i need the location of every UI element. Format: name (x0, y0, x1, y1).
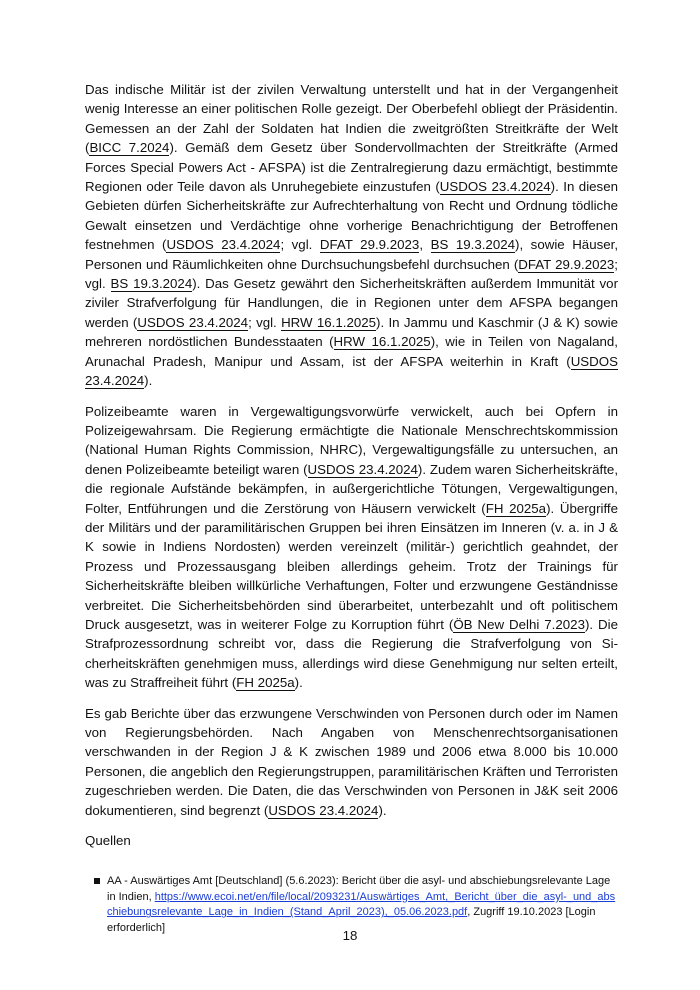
paragraph-text: Es gab Berichte über das erzwungene Verschwinden von Personen durch oder im Namen von Regierungsbehörden. Nach Angaben von Menschenrechtsorganisationen verschwanden in der Region J & K zwischen 1989 und 2006 etwa 8.000 bis 10.000 Personen, die angeblich den Regierungstruppen, paramilitärischen Kräften und Terroristen zugeschrieben werden. Die Daten, die das Verschwinden von Personen in J&K seit 2006 dokumentieren, sind begrenzt ( (85, 705, 618, 818)
citation-link[interactable]: FH 2025a (236, 675, 295, 691)
paragraph-disappearances (85, 704, 618, 820)
paragraph-text: ; vgl. (248, 314, 282, 330)
paragraph-text: ; vgl. (280, 237, 320, 253)
paragraph-text: ; vgl. (85, 256, 618, 292)
paragraph-text: , (419, 237, 431, 253)
citation-link[interactable]: HRW 16.1.2025 (281, 314, 377, 330)
paragraph-text: Das indische Militär ist der zivilen Verwaltung unterstellt und hat in der Vergangenheit wenig Interesse an einer politischen Rolle gezeigt. Der Oberbefehl obliegt der Präsidentin. Gemessen an der Zahl der Soldaten hat Indien die zweitgrößten Streitkräfte der Welt ( (85, 82, 618, 156)
citation-link[interactable]: USDOS 23.4.2024 (307, 461, 418, 477)
paragraph-text: ). Gemäß dem Gesetz über Sondervollmachten der Streitkräfte (Armed Forces Special Powers Act - AFSPA) ist die Zentralregierung dazu ermächtigt, bestimmte Regionen oder Teile davon als Unruhegebiete einzustufen ( (85, 140, 618, 195)
paragraph-text: ), wie in Teilen von Nagaland, Arunachal Pradesh, Manipur und Assam, ist der AFSPA weiterhin in Kraft ( (85, 334, 618, 369)
paragraph-text: ). Das Gesetz gewährt den Sicherheitskräften außerdem Immunität vor ziviler Strafverfolgung für Handlungen, die in Regionen unter dem AFSPA begangen werden ( (85, 276, 618, 330)
paragraph-text: ). Die Strafprozessordnung schreibt vor, dass die Regierung die Strafverfolgung von Sicherheitskräften genehmigen muss, allerdings wird diese Genehmigung nur selten erteilt, was zu Straffreiheit führt ( (85, 616, 618, 691)
document-page (85, 80, 618, 936)
square-bullet-icon (94, 878, 100, 884)
paragraph-text: ). (378, 802, 387, 818)
paragraph-text: ). In Jammu und Kaschmir (J & K) sowie mehreren nordöstlichen Bundesstaaten ( (85, 314, 619, 350)
paragraph-text: ). In diesen Gebieten dürfen Sicherheitskräfte zur Aufrechterhaltung von Recht und Ordnung tödliche Gewalt einsetzen und Verdächtige ohne vorherige Benachrichtigung der Betroffenen festnehmen ( (85, 179, 618, 253)
paragraph-military (85, 80, 618, 391)
page-number: 18 (342, 928, 358, 943)
paragraph-text: ). (144, 373, 153, 389)
source-link[interactable]: https://www.ecoi.net/en/file/local/2093231/Auswärtiges_Amt,_Bericht_über_die_asyl-_und_abschiebungsrelevante_Lage_in_Indien_(Stand_April_2023),_05.06.2023.pdf (107, 890, 616, 919)
citation-link[interactable]: DFAT 29.9.2023 (518, 256, 615, 272)
citation-link[interactable]: DFAT 29.9.2023 (319, 237, 420, 253)
body-text (85, 80, 618, 820)
source-access-note: , Zugriff 19.10.2023 [Login erforderlich] (107, 906, 596, 934)
sources-heading: Quellen (85, 833, 131, 849)
paragraph-text: Polizeibeamte waren in Vergewaltigungsvorwürfe verwickelt, auch bei Opfern in Polizeigewahrsam. Die Regierung ermächtigte die Nationale Menschrechtskommission (National Human Rights Commission, NHRC), Vergewaltigungsfälle zu untersuchen, an denen Polizeibeamte beteiligt waren ( (85, 403, 618, 477)
paragraph-text: ). Zudem waren Sicherheitskräfte, die regionale Aufstände bekämpfen, in außergerichtliche Tötungen, Vergewaltigungen, Folter, Entführungen und die Zerstörung von Häusern verwickelt ( (85, 461, 619, 516)
citation-link[interactable]: BS 19.3.2024 (110, 276, 193, 292)
citation-link[interactable]: USDOS 23.4.2024 (439, 179, 551, 195)
paragraph-text: ), sowie Häuser, Personen und Räumlichkeiten ohne Durchsuchungsbefehl durchsuchen ( (85, 237, 619, 272)
citation-link[interactable]: USDOS 23.4.2024 (137, 314, 249, 330)
citation-link[interactable]: ÖB New Delhi 7.2023 (453, 616, 585, 632)
source-description: AA - Auswärtiges Amt [Deutschland] (5.6.2023): Bericht über die asyl- und abschiebungsrelevante Lage in Indien, (107, 875, 611, 903)
citation-link[interactable]: BS 19.3.2024 (430, 237, 516, 253)
paragraph-text: ). Übergriffe der Militärs und der paramilitärischen Gruppen bei ihren Einsätzen im Inneren (v. a. in J & K sowie in Indiens Nordosten) werden vereinzelt (militär-) gerichtlich geahndet, der Prozess und Prozessausgang bleiben allerdings geheim. Trotz der Trainings für Sicherheitskräfte bleiben willkürliche Verhaftungen, Folter und erzwungene Geständnisse verbreitet. Die Sicherheitsbehörden sind überarbeitet, unterbezahlt und oft politischem Druck ausgesetzt, was in weiterer Folge zu Korruption führt ( (85, 500, 618, 632)
paragraph-police (85, 402, 618, 693)
paragraph-text: ). (294, 675, 303, 691)
citation-link[interactable]: HRW 16.1.2025 (333, 334, 431, 350)
citation-link[interactable]: FH 2025a (485, 500, 547, 516)
citation-link[interactable]: BICC 7.2024 (89, 140, 170, 156)
citation-link[interactable]: USDOS 23.4.2024 (166, 237, 281, 253)
citation-link[interactable]: USDOS 23.4.2024 (85, 353, 618, 389)
citation-link[interactable]: USDOS 23.4.2024 (268, 802, 379, 818)
